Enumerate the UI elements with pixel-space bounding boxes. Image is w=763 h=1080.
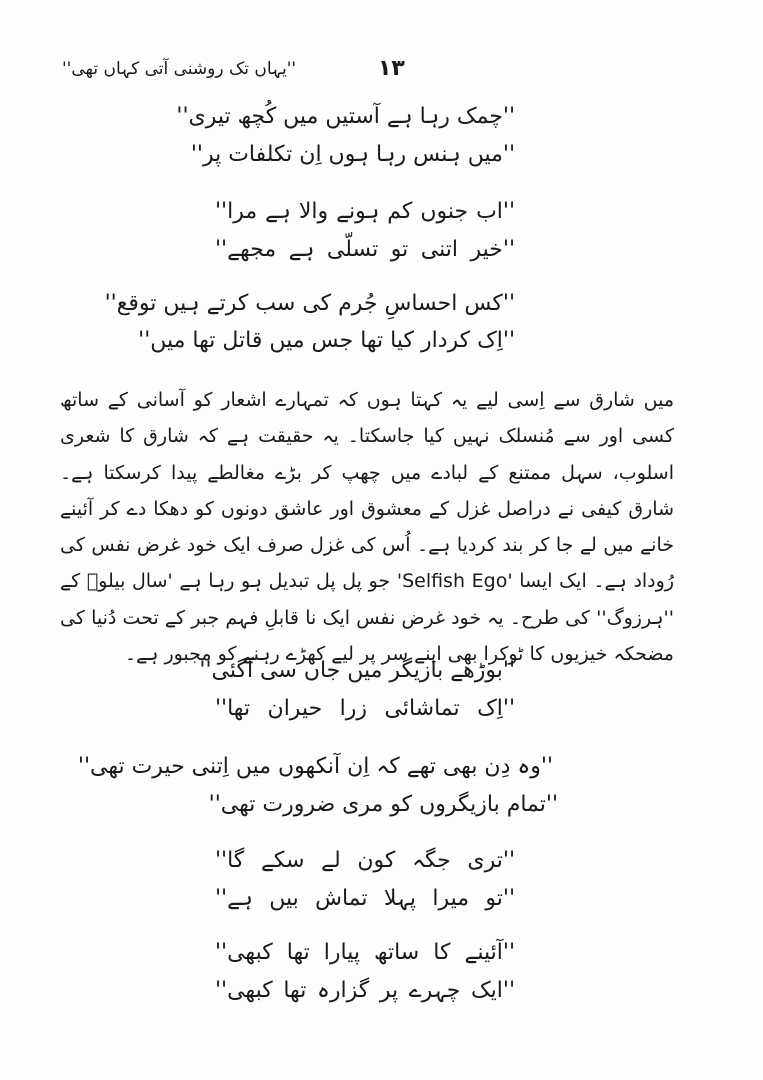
verse-line: ''بوڑھے بازیگر میں جاں سی آگئی'' — [199, 658, 515, 683]
verse-line: ''تری جگہ کون لے سکے گا'' — [215, 848, 515, 873]
verse-line: ''میں ہنس رہا ہوں اِن تکلفات پر'' — [190, 142, 515, 167]
verse-line: ''تمام بازیگروں کو مری ضرورت تھی'' — [208, 792, 558, 817]
verse-line: ''اِک کردار کیا تھا جس میں قاتل تھا میں'' — [138, 328, 515, 353]
verse-line: ''وہ دِن بھی تھے کہ اِن آنکھوں میں اِتنی حیرت تھی'' — [77, 754, 553, 779]
verse-line: ''تو میرا پہلا تماش بیں ہے'' — [215, 886, 515, 911]
header-quote: ''یہاں تک روشنی آتی کہاں تھی'' — [62, 59, 297, 79]
verse-line: ''اِک تماشائی زرا حیران تھا'' — [215, 696, 515, 721]
page-number: ۱۳ — [378, 56, 405, 81]
verse-line: ''ایک چہرے پر گزارہ تھا کبھی'' — [215, 978, 515, 1003]
verse-line: ''خیر اتنی تو تسلّی ہے مجھے'' — [215, 237, 515, 262]
verse-line: ''اب جنوں کم ہونے والا ہے مرا'' — [215, 199, 515, 224]
verse-line: ''چمک رہا ہے آستیں میں کُچھ تیری'' — [176, 104, 515, 129]
prose-paragraph: میں شارق سے اِسی لیے یہ کہتا ہوں کہ تمہارے اشعار کو آسانی کے ساتھ کسی اور سے مُنسلک نہیں کیا جاسکتا۔ یہ حقیقت ہے کہ شارق کا شعری اسلوب، سہل ممتنع کے لبادے میں چھپ کر بڑے مغالطے پیدا کرسکتا ہے۔ شارق کیفی نے دراصل غزل کے معشوق اور عاشق دونوں کو دھکا دے کر آئینے خانے میں لے جا کر بند کردیا ہے۔ اُس کی غزل صرف ایک خود غرض نفس کی رُوداد ہے۔ ایک ایسا 'Selfish Ego' جو پل پل تبدیل ہو رہا ہے 'سال بیلوؔ کے ''ہرزوگ'' کی طرح۔ یہ خود غرض نفس ایک نا قابلِ فہم جبر کے تحت دُنیا کی مضحکہ خیزیوں کا ٹوکرا بھی اپنے سر پر لیے کھڑے رہنے کو مجبور ہے۔ — [60, 389, 674, 666]
verse-line: ''کس احساسِ جُرم کی سب کرتے ہیں توقع'' — [104, 291, 515, 316]
verse-line: ''آئینے کا ساتھ پیارا تھا کبھی'' — [215, 940, 515, 965]
